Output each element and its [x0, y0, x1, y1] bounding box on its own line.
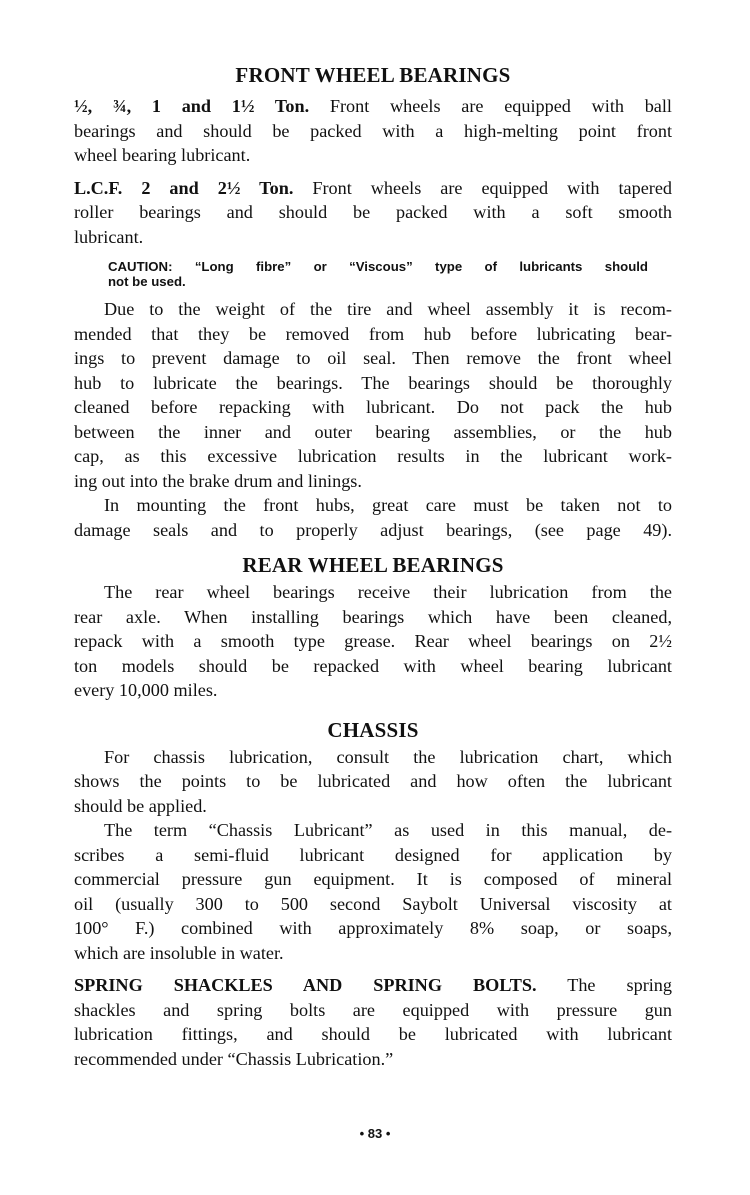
- text-line: hub to lubricate the bearings. The bearings should be thoroughly: [74, 372, 672, 393]
- text-line: not be used.: [108, 274, 186, 289]
- paragraph-front-mounting: [74, 493, 672, 542]
- text-line: CAUTION: “Long fibre” or “Viscous” type of lubricants should: [108, 259, 648, 274]
- paragraph-front-light-tons: [74, 94, 672, 168]
- paragraph-chassis-chart: [74, 745, 672, 819]
- text-line: The term “Chassis Lubricant” as used in this manual, de-: [104, 820, 672, 840]
- text-line: lubricant.: [74, 226, 144, 247]
- text-line: In mounting the front hubs, great care must be taken not to: [104, 495, 672, 515]
- paragraph-spring-shackles: [74, 973, 672, 1071]
- lead-in: SPRING SHACKLES AND SPRING BOLTS.: [74, 975, 537, 995]
- text-line: bearings and should be packed with a high-melting point front: [74, 120, 672, 141]
- lead-in: L.C.F. 2 and 2½ Ton.: [74, 177, 294, 198]
- text-line: L.C.F. 2 and 2½ Ton. Front wheels are equipped with tapered: [74, 177, 672, 198]
- heading-rear-wheel-bearings: REAR WHEEL BEARINGS: [242, 553, 504, 577]
- text-line: cleaned before repacking with lubricant. Do not pack the hub: [74, 397, 672, 417]
- text-line: rear axle. When installing bearings which have been cleaned,: [74, 606, 672, 627]
- paragraph-rear: [74, 580, 672, 703]
- caution-note: [108, 259, 648, 289]
- text-line: which are insoluble in water.: [74, 942, 284, 963]
- text-line: every 10,000 miles.: [74, 680, 218, 700]
- text-line: commercial pressure gun equipment. It is composed of mineral: [74, 869, 672, 889]
- text-line: ing out into the brake drum and linings.: [74, 470, 362, 491]
- text-line: ½, ¾, 1 and 1½ Ton. Front wheels are equipped with ball: [74, 96, 672, 116]
- text-line: scribes a semi-fluid lubricant designed for application by: [74, 844, 672, 865]
- heading-front-wheel-bearings: FRONT WHEEL BEARINGS: [235, 63, 511, 87]
- text-line: should be applied.: [74, 795, 207, 816]
- paragraph-chassis-lubricant: [74, 818, 672, 965]
- page-number: • 83 •: [359, 1126, 391, 1141]
- text-line: 100° F.) combined with approximately 8% soap, or soaps,: [74, 918, 672, 938]
- paragraph-front-removal: [74, 297, 672, 493]
- text-line: shows the points to be lubricated and how often the lubricant: [74, 771, 672, 791]
- text-line: Due to the weight of the tire and wheel assembly it is recom-: [104, 299, 672, 319]
- text-line: roller bearings and should be packed with a soft smooth: [74, 202, 672, 222]
- text-line: shackles and spring bolts are equipped with pressure gun: [74, 999, 672, 1020]
- heading-chassis: CHASSIS: [327, 717, 419, 742]
- text-line: recommended under “Chassis Lubrication.”: [74, 1048, 394, 1069]
- text-line: repack with a smooth type grease. Rear wheel bearings on 2½: [74, 631, 672, 651]
- paragraph-front-lcf: [74, 176, 672, 250]
- text-line: oil (usually 300 to 500 second Saybolt Universal viscosity at: [74, 893, 672, 914]
- text-line: ton models should be repacked with wheel bearing lubricant: [74, 655, 672, 676]
- text-line: between the inner and outer bearing assemblies, or the hub: [74, 421, 672, 442]
- text-line: SPRING SHACKLES AND SPRING BOLTS. The spring: [74, 975, 672, 995]
- lead-in: ½, ¾, 1 and 1½ Ton.: [74, 96, 310, 116]
- text-line: cap, as this excessive lubrication results in the lubricant work-: [74, 446, 672, 466]
- text-line: damage seals and to properly adjust bearings, (see page 49).: [74, 519, 672, 540]
- text-line: lubrication fittings, and should be lubricated with lubricant: [74, 1024, 672, 1044]
- manual-page: [74, 58, 672, 1071]
- text-line: mended that they be removed from hub before lubricating bear-: [74, 323, 672, 344]
- text-line: The rear wheel bearings receive their lubrication from the: [104, 582, 672, 602]
- text-line: ings to prevent damage to oil seal. Then remove the front wheel: [74, 348, 672, 368]
- text-line: wheel bearing lubricant.: [74, 145, 251, 165]
- text-line: For chassis lubrication, consult the lubrication chart, which: [104, 746, 672, 767]
